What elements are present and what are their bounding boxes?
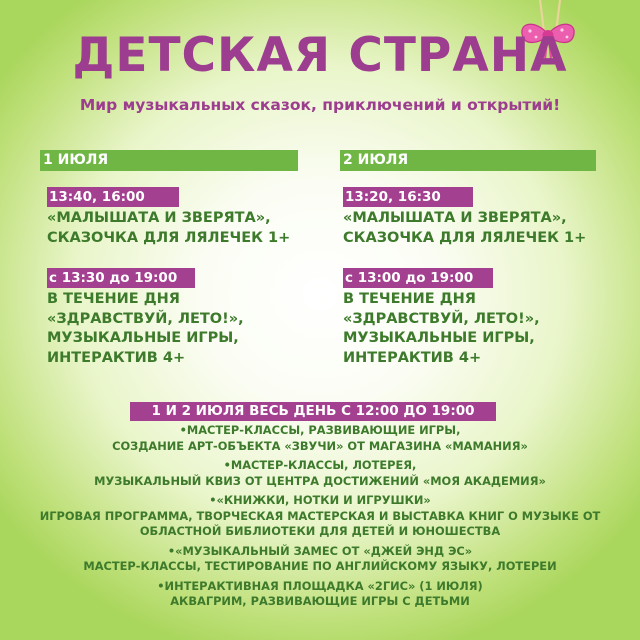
activity-line: •МАСТЕР-КЛАССЫ, РАЗВИВАЮЩИЕ ИГРЫ, (179, 423, 461, 437)
day1-event1-line: СКАЗОЧКА ДЛЯ ЛЯЛЕЧЕК 1+ (47, 229, 291, 246)
day1-event1-title (47, 209, 290, 248)
day2-event2-line: «ЗДРАВСТВУЙ, ЛЕТО!», (343, 310, 540, 327)
day1-event2-line: В ТЕЧЕНИЕ ДНЯ (47, 291, 180, 307)
day1-event1-line: «МАЛЫШАТА И ЗВЕРЯТА», (47, 210, 271, 226)
activity-line: ИГРОВАЯ ПРОГРАММА, ТВОРЧЕСКАЯ МАСТЕРСКАЯ И ВЫСТАВКА КНИГ О МУЗЫКЕ ОТ (39, 508, 601, 523)
page-subtitle: Мир музыкальных сказок, приключений и открытий! (79, 96, 561, 114)
activity-line: •МАСТЕР-КЛАССЫ, ЛОТЕРЕЯ, (223, 458, 417, 472)
day1-event1-time: 13:40, 16:00 (47, 187, 179, 207)
day2-event2-time: с 13:00 до 19:00 (343, 268, 493, 288)
activity-line: МУЗЫКАЛЬНЫЙ КВИЗ ОТ ЦЕНТРА ДОСТИЖЕНИЙ «МОЯ АКАДЕМИЯ» (94, 473, 546, 488)
day2-event2-line: ИНТЕРАКТИВ 4+ (343, 349, 482, 366)
all-days-header: 1 И 2 ИЮЛЯ ВЕСЬ ДЕНЬ С 12:00 ДО 19:00 (130, 402, 496, 421)
day2-event1-line: «МАЛЫШАТА И ЗВЕРЯТА», (343, 210, 567, 226)
activity-line: АКВАГРИМ, РАЗВИВАЮЩИЕ ИГРЫ С ДЕТЬМИ (170, 594, 470, 608)
day1-event2-line: МУЗЫКАЛЬНЫЕ ИГРЫ, (47, 330, 239, 346)
activity-line: •«КНИЖКИ, НОТКИ И ИГРУШКИ» (209, 493, 431, 507)
day1-header: 1 ИЮЛЯ (40, 150, 298, 171)
day2-event2-line: В ТЕЧЕНИЕ ДНЯ (343, 291, 476, 307)
day1-event2-time: с 13:30 до 19:00 (47, 268, 195, 288)
day1-event2-title (47, 290, 244, 368)
page-title: ДЕТСКАЯ СТРАНА (72, 28, 568, 83)
activity-line: •ИНТЕРАКТИВНАЯ ПЛОЩАДКА «2ГИС» (1 ИЮЛЯ) (157, 578, 483, 593)
day2-event1-line: СКАЗОЧКА ДЛЯ ЛЯЛЕЧЕК 1+ (343, 229, 587, 246)
day1-event2-line: «ЗДРАВСТВУЙ, ЛЕТО!», (47, 310, 244, 327)
day2-header: 2 ИЮЛЯ (340, 150, 596, 171)
day1-event2-line: ИНТЕРАКТИВ 4+ (47, 349, 186, 366)
activity-line: МАСТЕР-КЛАССЫ, ТЕСТИРОВАНИЕ ПО АНГЛИЙСКОМУ ЯЗЫКУ, ЛОТЕРЕИ (83, 559, 557, 573)
activities-list (0, 423, 640, 610)
day2-event1-time: 13:20, 16:30 (343, 187, 473, 207)
activity-line: •«МУЗЫКАЛЬНЫЙ ЗАМЕС ОТ «ДЖЕЙ ЭНД ЭС» (167, 543, 473, 558)
day2-event1-title (343, 209, 586, 248)
activity-line: СОЗДАНИЕ АРТ-ОБЪЕКТА «ЗВУЧИ» ОТ МАГАЗИНА «МАМАНИЯ» (112, 438, 528, 453)
activity-line: ОБЛАСТНОЙ БИБЛИОТЕКИ ДЛЯ ДЕТЕЙ И ЮНОШЕСТВА (139, 524, 501, 538)
day2-event2-title (343, 290, 540, 368)
day2-event2-line: МУЗЫКАЛЬНЫЕ ИГРЫ, (343, 330, 535, 346)
